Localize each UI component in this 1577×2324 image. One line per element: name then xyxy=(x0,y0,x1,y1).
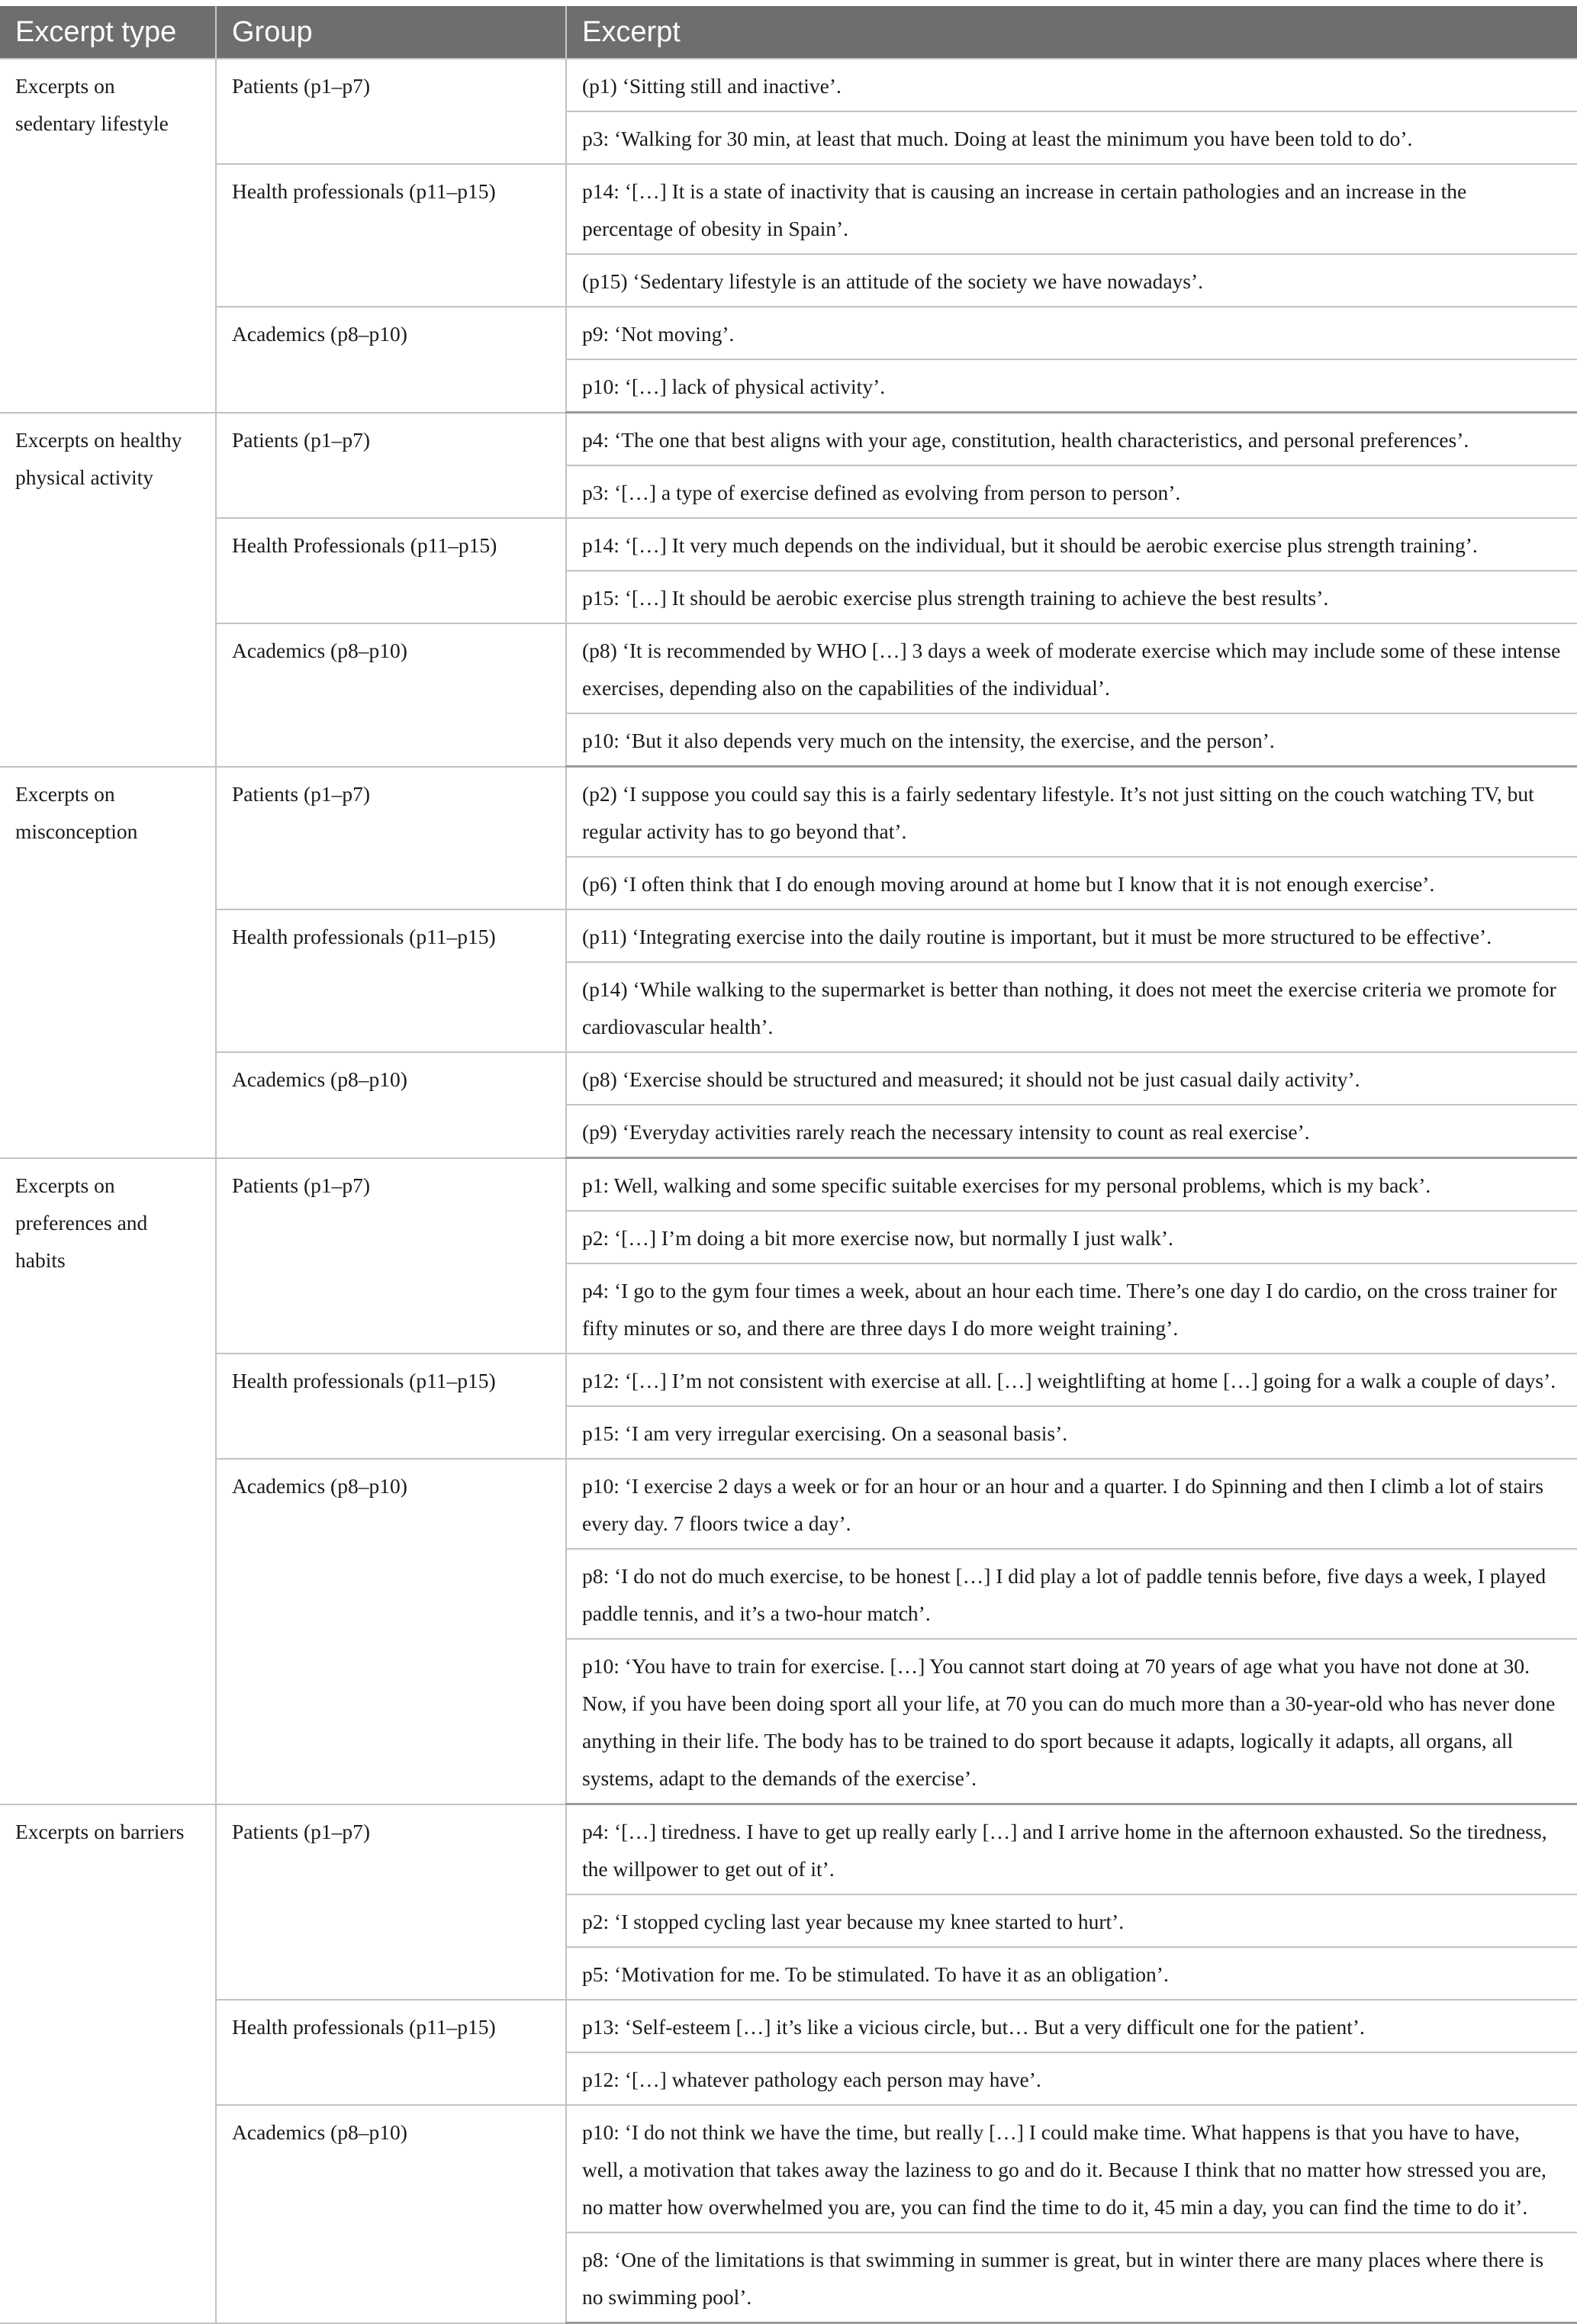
excerpt-type-cell: Excerpts on preferences and habits xyxy=(0,1158,216,1804)
table-row xyxy=(0,59,1577,111)
excerpt-cell: p12: ‘[…] I’m not consistent with exercise at all. […] weightlifting at home […] going for a walk a couple of days’. xyxy=(566,1354,1577,1406)
excerpt-cell: p4: ‘I go to the gym four times a week, about an hour each time. There’s one day I do cardio, on the cross trainer for fifty minutes or so, and there are three days I do more weight training’. xyxy=(566,1263,1577,1354)
excerpt-cell: p14: ‘[…] It is a state of inactivity that is causing an increase in certain pathologies and an increase in the percentage of obesity in Spain’. xyxy=(566,164,1577,254)
group-cell: Academics (p8–p10) xyxy=(216,623,566,767)
excerpt-cell: (p14) ‘While walking to the supermarket is better than nothing, it does not meet the exercise criteria we promote for cardiovascular health’. xyxy=(566,962,1577,1052)
excerpt-cell: (p1) ‘Sitting still and inactive’. xyxy=(566,59,1577,111)
table-row xyxy=(0,1052,1577,1105)
excerpt-cell: p9: ‘Not moving’. xyxy=(566,307,1577,359)
excerpt-cell: p3: ‘[…] a type of exercise defined as evolving from person to person’. xyxy=(566,465,1577,518)
excerpt-cell: p4: ‘The one that best aligns with your age, constitution, health characteristics, and personal preferences’. xyxy=(566,413,1577,466)
group-cell: Academics (p8–p10) xyxy=(216,2105,566,2323)
excerpt-type-cell: Excerpts on healthy physical activity xyxy=(0,413,216,767)
excerpts-table xyxy=(0,6,1577,2324)
group-cell: Academics (p8–p10) xyxy=(216,307,566,413)
table-row xyxy=(0,767,1577,858)
group-cell: Health professionals (p11–p15) xyxy=(216,1354,566,1459)
excerpt-cell: p3: ‘Walking for 30 min, at least that much. Doing at least the minimum you have been told to do’. xyxy=(566,111,1577,164)
excerpt-cell: p10: ‘[…] lack of physical activity’. xyxy=(566,359,1577,413)
table-row xyxy=(0,307,1577,359)
table-row xyxy=(0,1459,1577,1549)
column-header-excerpt-type: Excerpt type xyxy=(0,6,216,59)
excerpt-cell: (p11) ‘Integrating exercise into the daily routine is important, but it must be more structured to be effective’. xyxy=(566,909,1577,962)
excerpt-cell: p15: ‘I am very irregular exercising. On a seasonal basis’. xyxy=(566,1406,1577,1459)
group-cell: Health professionals (p11–p15) xyxy=(216,909,566,1052)
group-cell: Patients (p1–p7) xyxy=(216,767,566,910)
table-header-row xyxy=(0,6,1577,59)
table-row xyxy=(0,518,1577,571)
table-body xyxy=(0,59,1577,2323)
excerpt-cell: p14: ‘[…] It very much depends on the individual, but it should be aerobic exercise plus strength training’. xyxy=(566,518,1577,571)
column-header-excerpt: Excerpt xyxy=(566,6,1577,59)
excerpt-cell: p4: ‘[…] tiredness. I have to get up really early […] and I arrive home in the afternoon exhausted. So the tiredness, the willpower to get out of it’. xyxy=(566,1804,1577,1895)
excerpt-cell: p10: ‘I do not think we have the time, but really […] I could make time. What happens is that you have to have, well, a motivation that takes away the laziness to go and do it. Because I think that no matter how stressed you are, no matter how overwhelmed you are, you can find the time to do it, 45 min a day, you can find the time to do it’. xyxy=(566,2105,1577,2232)
table-row xyxy=(0,1354,1577,1406)
table-row xyxy=(0,413,1577,466)
excerpt-cell: p1: Well, walking and some specific suitable exercises for my personal problems, which is my back’. xyxy=(566,1158,1577,1212)
excerpt-cell: p10: ‘You have to train for exercise. […] You cannot start doing at 70 years of age what you have not done at 30. Now, if you have been doing sport all your life, at 70 you can do much more than a 30-year-old who has never done anything in their life. The body has to be trained to do sport because it adapts, logically it adapts, all organs, all systems, adapt to the demands of the exercise’. xyxy=(566,1639,1577,1804)
excerpt-cell: (p9) ‘Everyday activities rarely reach the necessary intensity to count as real exercise’. xyxy=(566,1105,1577,1158)
excerpt-cell: p5: ‘Motivation for me. To be stimulated. To have it as an obligation’. xyxy=(566,1947,1577,2000)
excerpt-cell: p8: ‘I do not do much exercise, to be honest […] I did play a lot of paddle tennis before, five days a week, I played paddle tennis, and it’s a two-hour match’. xyxy=(566,1549,1577,1639)
group-cell: Health Professionals (p11–p15) xyxy=(216,518,566,623)
table-row xyxy=(0,1804,1577,1895)
table-row xyxy=(0,1158,1577,1212)
table-row xyxy=(0,2000,1577,2052)
excerpt-cell: p8: ‘One of the limitations is that swimming in summer is great, but in winter there are many places where there is no swimming pool’. xyxy=(566,2232,1577,2323)
group-cell: Patients (p1–p7) xyxy=(216,59,566,164)
excerpt-type-cell: Excerpts on sedentary lifestyle xyxy=(0,59,216,413)
group-cell: Academics (p8–p10) xyxy=(216,1459,566,1804)
table-row xyxy=(0,909,1577,962)
group-cell: Patients (p1–p7) xyxy=(216,1158,566,1354)
excerpt-type-cell: Excerpts on barriers xyxy=(0,1804,216,2323)
excerpt-cell: p10: ‘I exercise 2 days a week or for an hour or an hour and a quarter. I do Spinning and then I climb a lot of stairs every day. 7 floors twice a day’. xyxy=(566,1459,1577,1549)
group-cell: Patients (p1–p7) xyxy=(216,413,566,519)
group-cell: Academics (p8–p10) xyxy=(216,1052,566,1158)
excerpt-cell: p13: ‘Self-esteem […] it’s like a vicious circle, but… But a very difficult one for the patient’. xyxy=(566,2000,1577,2052)
excerpt-type-cell: Excerpts on misconception xyxy=(0,767,216,1158)
excerpt-cell: p15: ‘[…] It should be aerobic exercise plus strength training to achieve the best results’. xyxy=(566,571,1577,623)
excerpt-cell: p2: ‘[…] I’m doing a bit more exercise now, but normally I just walk’. xyxy=(566,1211,1577,1263)
excerpt-cell: p2: ‘I stopped cycling last year because my knee started to hurt’. xyxy=(566,1894,1577,1947)
group-cell: Health professionals (p11–p15) xyxy=(216,2000,566,2105)
excerpt-cell: (p15) ‘Sedentary lifestyle is an attitude of the society we have nowadays’. xyxy=(566,254,1577,307)
excerpt-cell: (p2) ‘I suppose you could say this is a fairly sedentary lifestyle. It’s not just sitting on the couch watching TV, but regular activity has to go beyond that’. xyxy=(566,767,1577,858)
table-row xyxy=(0,623,1577,713)
excerpt-cell: p12: ‘[…] whatever pathology each person may have’. xyxy=(566,2052,1577,2105)
excerpt-cell: (p8) ‘Exercise should be structured and measured; it should not be just casual daily activity’. xyxy=(566,1052,1577,1105)
excerpt-cell: (p8) ‘It is recommended by WHO […] 3 days a week of moderate exercise which may include some of these intense exercises, depending also on the capabilities of the individual’. xyxy=(566,623,1577,713)
group-cell: Health professionals (p11–p15) xyxy=(216,164,566,307)
table-row xyxy=(0,164,1577,254)
group-cell: Patients (p1–p7) xyxy=(216,1804,566,2001)
excerpt-cell: (p6) ‘I often think that I do enough moving around at home but I know that it is not enough exercise’. xyxy=(566,857,1577,909)
excerpt-cell: p10: ‘But it also depends very much on the intensity, the exercise, and the person’. xyxy=(566,713,1577,767)
column-header-group: Group xyxy=(216,6,566,59)
table-row xyxy=(0,2105,1577,2232)
